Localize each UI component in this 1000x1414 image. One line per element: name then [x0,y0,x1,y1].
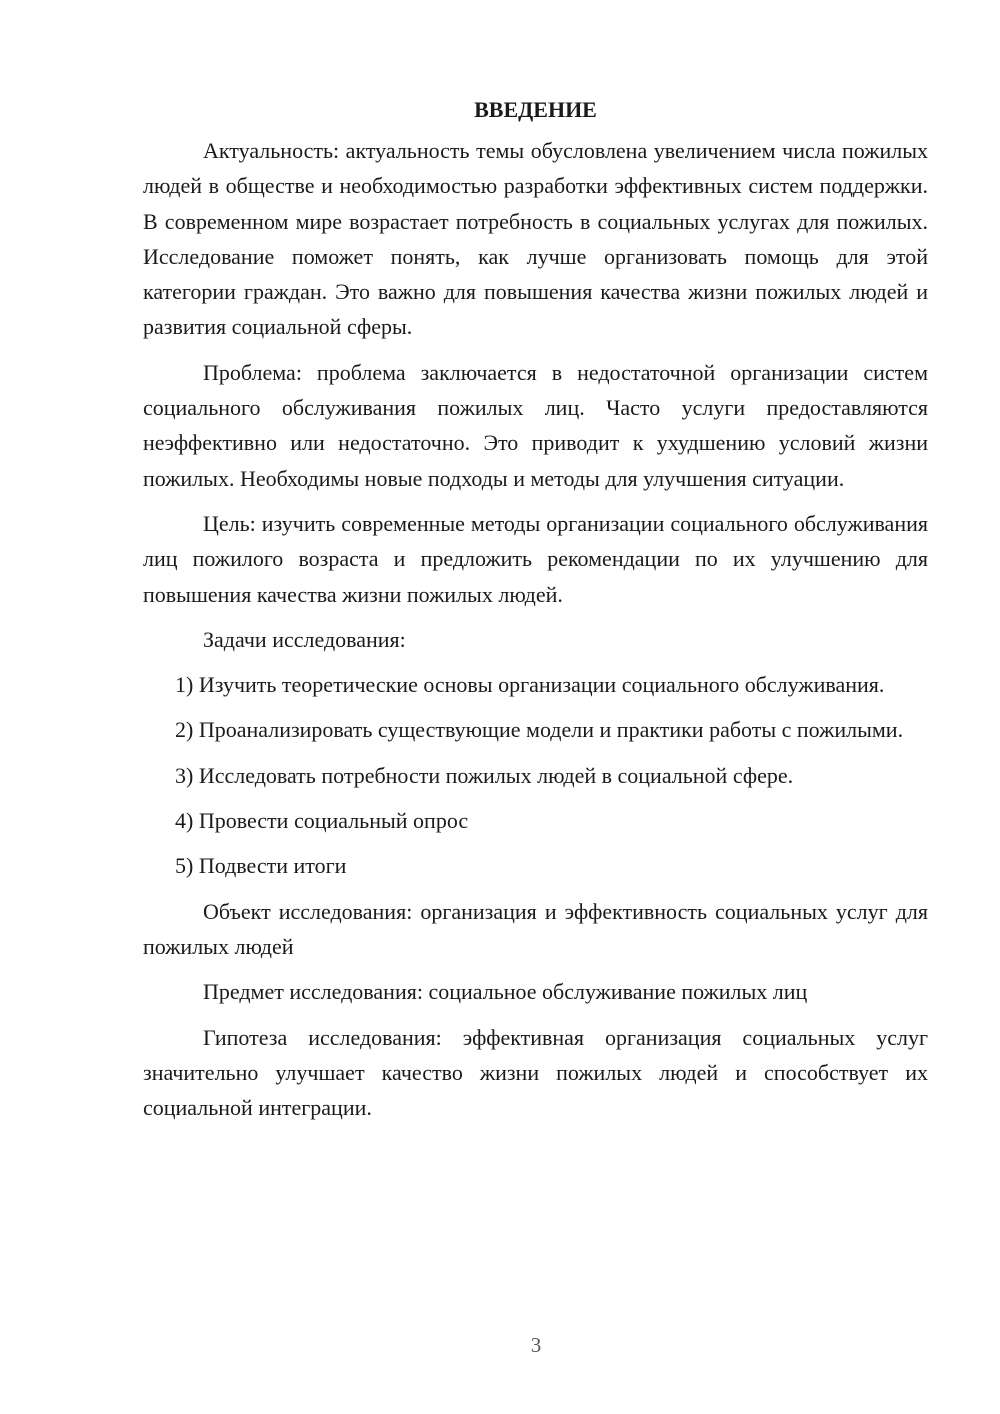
task-item: 5) Подвести итоги [175,853,347,879]
section-heading: ВВЕДЕНИЕ [474,97,597,122]
paragraph-tasks-title: Задачи исследования: [203,626,406,652]
paragraph-goal: Цель: изучить современные методы организации социального обслуживания лиц пожилого возраста и предложить рекомендации по их улучшению для повышения качества жизни пожилых людей. [143,510,928,607]
task-item: 1) Изучить теоретические основы организации социального обслуживания. [175,672,885,698]
task-item: 3) Исследовать потребности пожилых людей в социальной сфере. [175,762,794,788]
paragraph-problem: Проблема: проблема заключается в недостаточной организации систем социального обслуживания пожилых лиц. Часто услуги предоставляются неэффективно или недостаточно. Это приводит к ухудшению условий жизни пожилых. Необходимы новые подходы и методы для улучшения ситуации. [143,359,928,491]
page-number: 3 [530,1333,542,1357]
task-item: 4) Провести социальный опрос [175,808,469,834]
paragraph-subject: Предмет исследования: социальное обслуживание пожилых лиц [203,979,808,1005]
task-item: 2) Проанализировать существующие модели и практики работы с пожилыми. [175,717,904,743]
paragraph-hypothesis: Гипотеза исследования: эффективная организация социальных услуг значительно улучшает качество жизни пожилых людей и способствует их социальной интеграции. [143,1024,928,1121]
paragraph-relevance: Актуальность: актуальность темы обусловлена увеличением числа пожилых людей в обществе и необходимостью разработки эффективных систем поддержки. В современном мире возрастает потребность в социальных услугах для пожилых. Исследование поможет понять, как лучше организовать помощь для этой категории граждан. Это важно для повышения качества жизни пожилых людей и развития социальной сферы. [143,138,928,340]
paragraph-object: Объект исследования: организация и эффективность социальных услуг для пожилых людей [143,898,928,959]
document-page [143,92,928,1135]
